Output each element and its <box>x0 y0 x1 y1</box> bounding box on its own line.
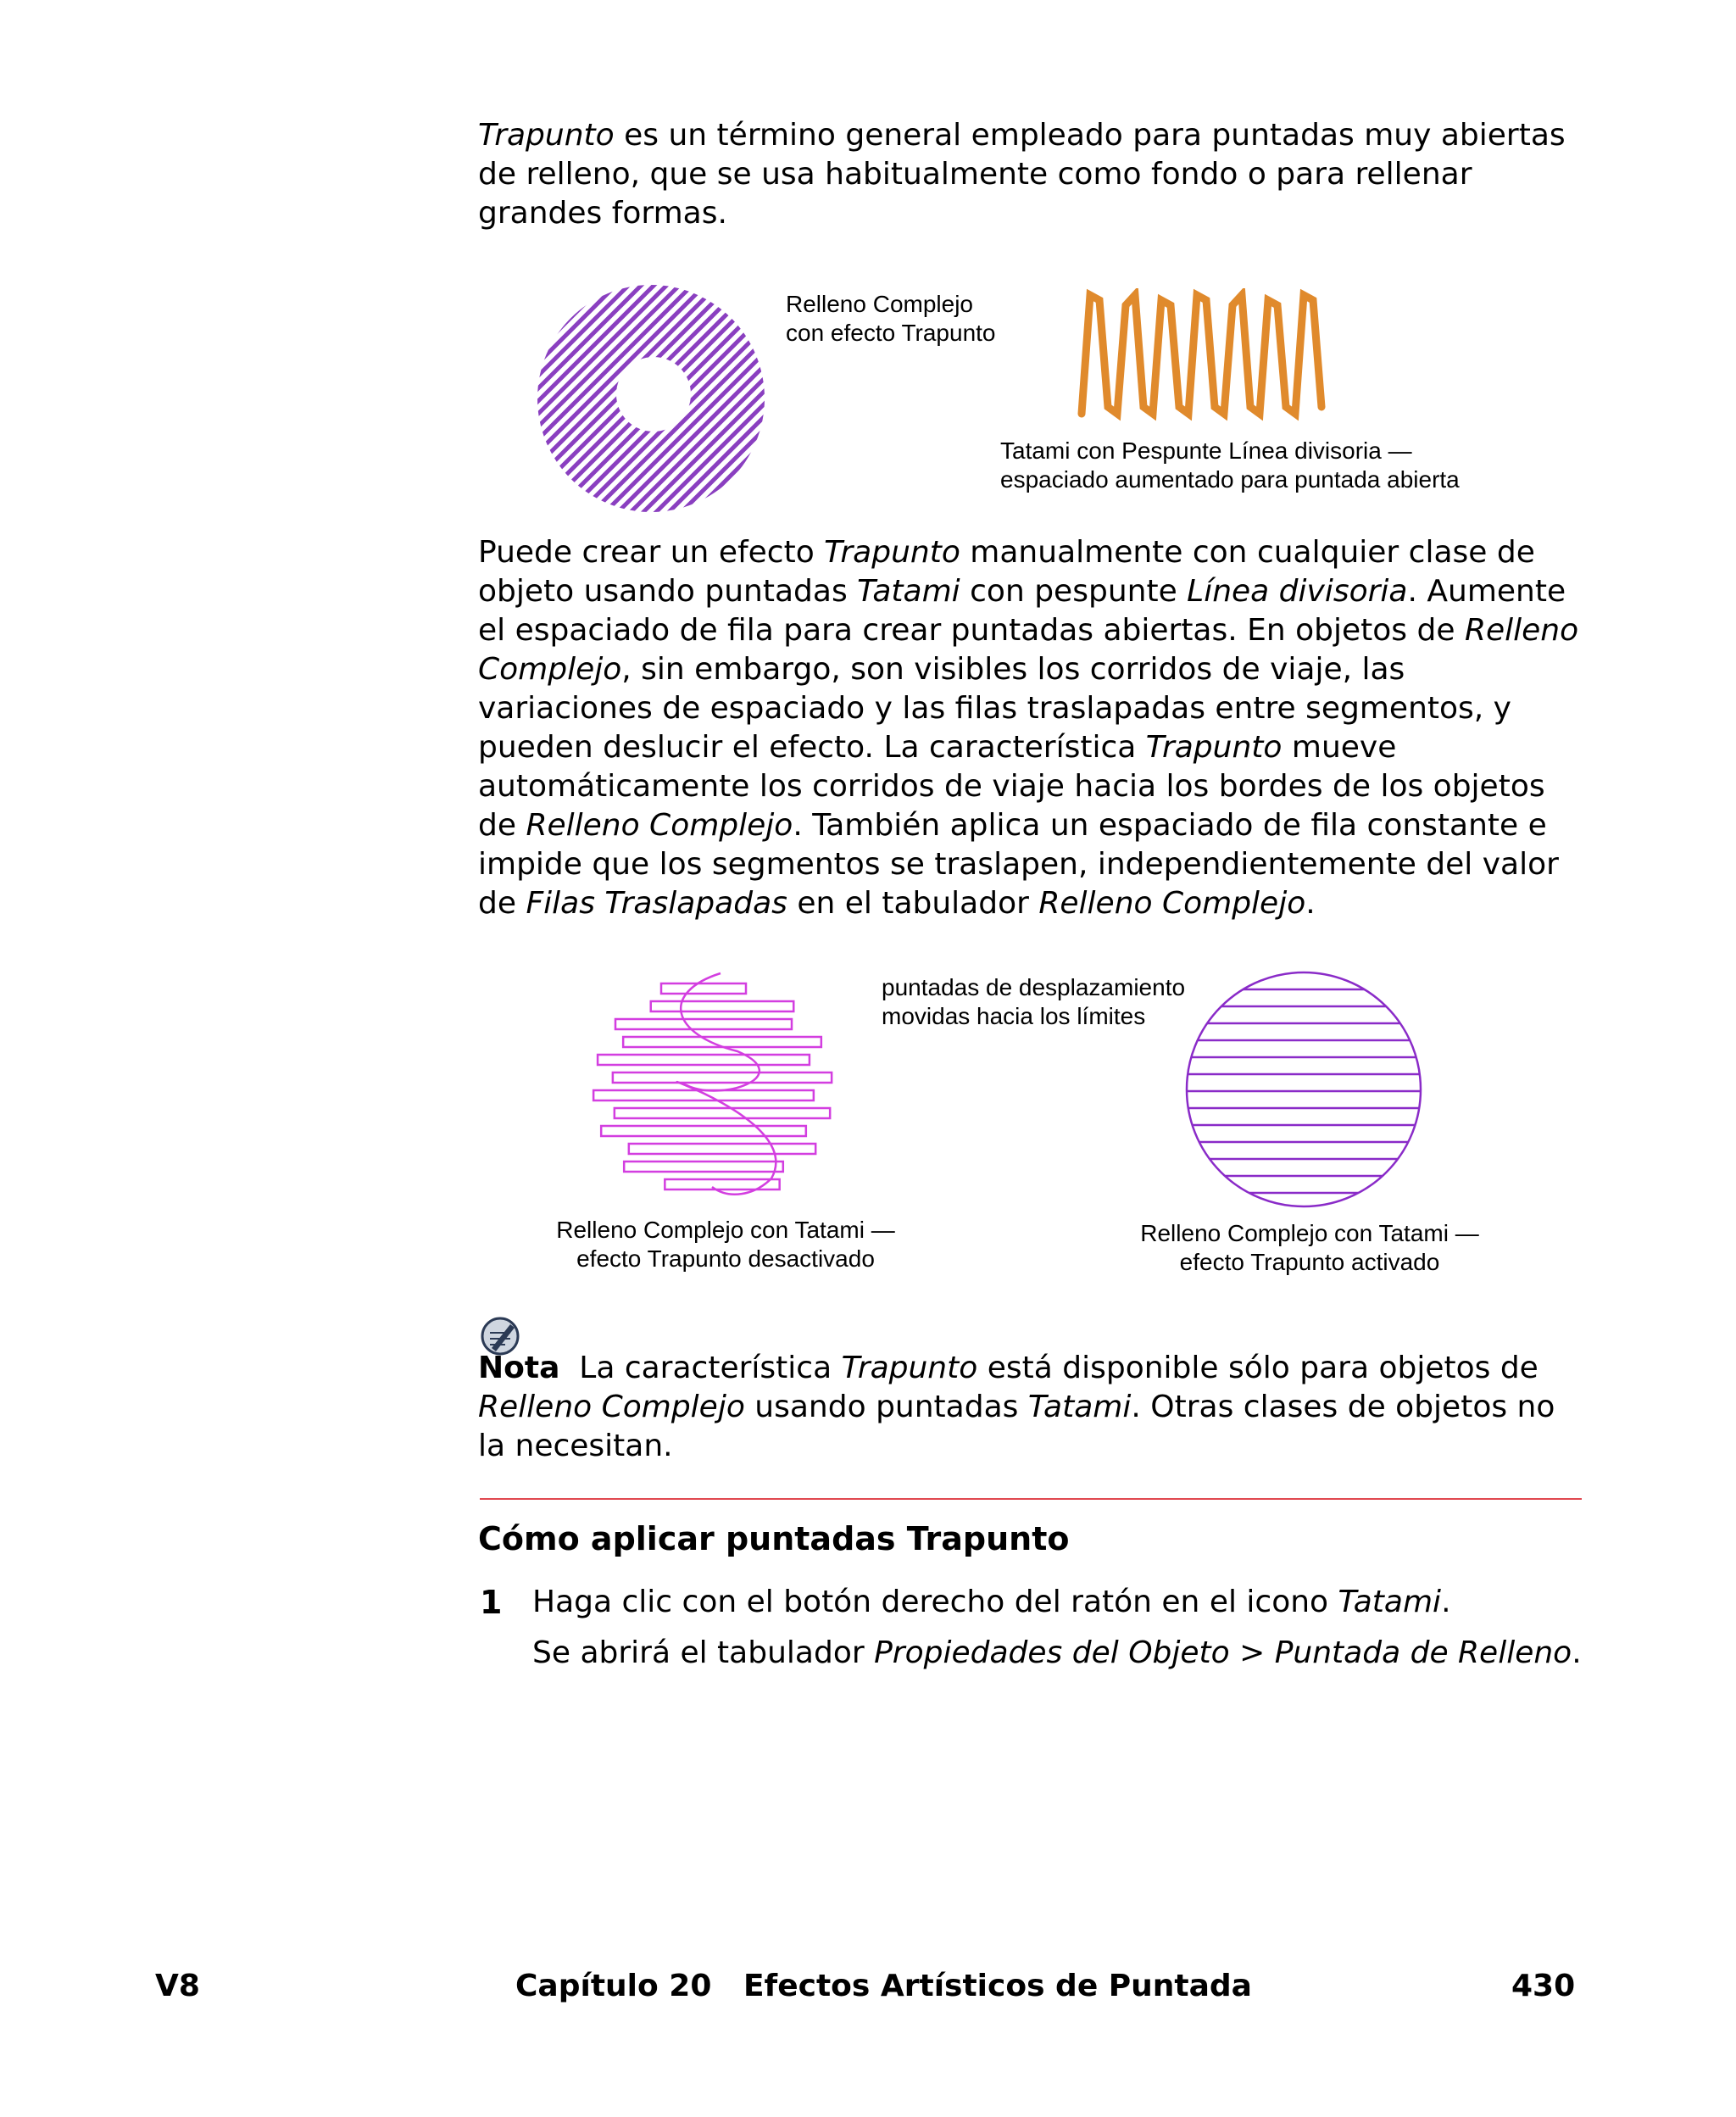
text-run: . También aplica un espaciado de fila constante e impide que los segmentos se traslapen, independientemente del valor de <box>478 808 1559 921</box>
step-result <box>532 1634 1600 1673</box>
italic-term: Relleno Complejo <box>526 808 793 843</box>
text-run: . <box>1305 886 1316 921</box>
tatami-line-divisoria-illustration <box>1075 288 1338 424</box>
row-outline <box>601 1126 806 1136</box>
section-heading: Cómo aplicar puntadas Trapunto <box>478 1520 1070 1557</box>
figure2-label-travel: puntadas de desplazamiento movidas hacia los límites <box>882 974 1186 1029</box>
trapunto-explanation-paragraph <box>478 533 1580 923</box>
step-instruction <box>532 1583 1600 1622</box>
text-run: , sin embargo, son visibles los corridos de viaje, las variaciones de espaciado y las filas traslapadas entre segmentos, y pueden deslucir el efecto. La característica <box>478 652 1511 765</box>
text-run: Se abrirá el tabulador <box>532 1635 875 1670</box>
italic-term: Propiedades del Objeto > Puntada de Relleno <box>874 1635 1572 1670</box>
text-run: . <box>1441 1585 1451 1619</box>
text-run: usando puntadas <box>744 1390 1028 1424</box>
trapunto-on-illustration <box>1177 967 1431 1212</box>
text-run: . Aumente el espaciado de fila para crear puntadas abiertas. En objetos de <box>478 574 1566 648</box>
row-outline <box>615 1108 830 1118</box>
row-outline <box>624 1162 783 1172</box>
row-outline <box>598 1055 810 1065</box>
row-outline <box>615 1019 792 1029</box>
text-run: está disponible sólo para objetos de <box>977 1351 1538 1385</box>
italic-term: Trapunto <box>841 1351 978 1385</box>
text-run: La característica <box>559 1351 842 1385</box>
italic-term: Trapunto <box>1145 730 1283 765</box>
row-outline <box>623 1037 821 1047</box>
italic-term: Relleno Complejo <box>478 613 1579 687</box>
text-run: mueve automáticamente los corridos de viaje hacia los bordes de los objetos de <box>478 730 1545 843</box>
circle-outline <box>1187 972 1421 1206</box>
footer-chapter: Capítulo 20 Efectos Artísticos de Puntada <box>515 1969 1252 2003</box>
row-outline <box>613 1072 832 1083</box>
italic-term: Trapunto <box>824 535 960 570</box>
italic-term: Tatami <box>1027 1390 1132 1424</box>
figure1-label-complex: Relleno Complejo con efecto Trapunto <box>786 291 996 346</box>
italic-term: Filas Traslapadas <box>526 886 787 921</box>
zigzag-stitch <box>1082 295 1321 414</box>
intro-paragraph <box>478 116 1580 233</box>
row-outline <box>651 1001 794 1011</box>
text-run: . <box>1572 1635 1582 1670</box>
row-outline <box>665 1179 779 1189</box>
text-run: en el tabulador <box>787 886 1039 921</box>
row-outline <box>661 983 746 994</box>
footer-page-number: 430 <box>1511 1969 1576 2003</box>
intro-term: Trapunto <box>478 118 615 153</box>
row-outline <box>629 1144 815 1154</box>
text-run: manualmente con cualquier clase de objeto usando puntadas <box>478 535 1535 609</box>
figure2-label-on: Relleno Complejo con Tatami — efecto Trapunto activado <box>1140 1220 1479 1275</box>
intro-text: es un término general empleado para puntadas muy abiertas de relleno, que se usa habitualmente como fondo o para rellenar grandes formas. <box>478 118 1566 231</box>
text-run: con pespunte <box>960 574 1188 609</box>
italic-term: Tatami <box>857 574 960 609</box>
note-paragraph <box>478 1349 1580 1466</box>
figure2-label-off: Relleno Complejo con Tatami — efecto Trapunto desactivado <box>556 1217 895 1272</box>
complex-fill-trapunto-illustration <box>532 280 770 517</box>
text-run: . Otras clases de objetos no la necesitan. <box>478 1390 1555 1463</box>
section-divider <box>480 1498 1582 1500</box>
italic-term: Relleno Complejo <box>478 1390 745 1424</box>
row-outline <box>593 1090 814 1100</box>
figure1-label-tatami: Tatami con Pespunte Línea divisoria — espaciado aumentado para puntada abierta <box>1000 437 1460 493</box>
trapunto-off-illustration <box>585 967 839 1204</box>
note-label: Nota <box>478 1351 560 1385</box>
footer-version: V8 <box>155 1969 200 2003</box>
italic-term: Relleno Complejo <box>1038 886 1306 921</box>
italic-term: Línea divisoria <box>1187 574 1408 609</box>
italic-term: Tatami <box>1338 1585 1442 1619</box>
text-run: Puede crear un efecto <box>478 535 825 570</box>
step-number: 1 <box>480 1584 503 1621</box>
text-run: Haga clic con el botón derecho del ratón en el icono <box>532 1585 1338 1619</box>
